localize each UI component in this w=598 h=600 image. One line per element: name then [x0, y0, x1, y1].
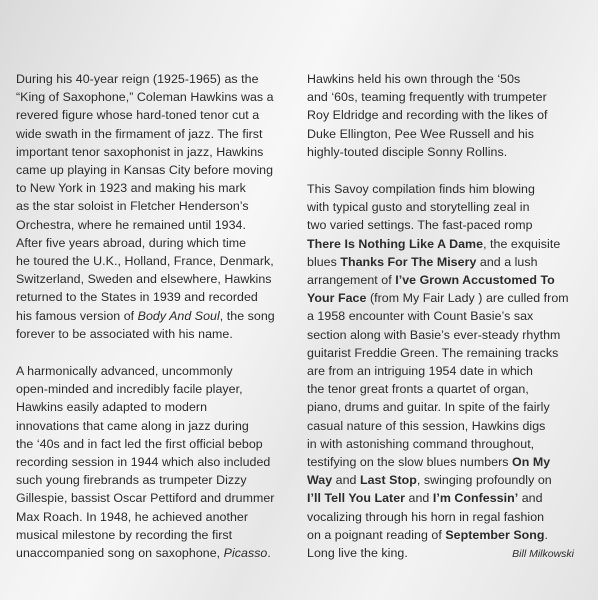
- text-line: [16, 398, 292, 416]
- text-line: [16, 252, 292, 270]
- text-line: [307, 143, 583, 161]
- text-run: and ‘60s, teaming frequently with trumpeter: [307, 90, 547, 105]
- text-run: and: [405, 491, 433, 506]
- author-signature: Bill Milkowski: [512, 548, 574, 560]
- text-line: [16, 471, 292, 489]
- text-line: [307, 106, 583, 124]
- text-run: and: [518, 491, 543, 506]
- text-run: a 1958 encounter with Count Basie’s sax: [307, 309, 534, 324]
- text-run: musical milestone by recording the first: [16, 527, 233, 542]
- text-run: in with astonishing command throughout,: [307, 436, 535, 451]
- song-title: September Song: [445, 527, 545, 542]
- text-run: the tenor great fronts a quartet of organ,: [307, 382, 529, 397]
- text-line: [16, 88, 292, 106]
- text-line: [16, 143, 292, 161]
- text-run: This Savoy compilation finds him blowing: [307, 182, 535, 197]
- text-run: Orchestra, where he remained until 1934.: [16, 217, 246, 232]
- paragraph: [16, 70, 292, 343]
- text-line: [16, 380, 292, 398]
- text-line: [307, 417, 583, 435]
- text-run: section along with Basie’s ever-steady rhythm: [307, 327, 561, 342]
- text-line: [16, 508, 292, 526]
- text-line: [16, 307, 292, 325]
- text-line: [16, 453, 292, 471]
- text-line: [307, 344, 583, 362]
- text-run: such young firebrands as trumpeter Dizzy: [16, 473, 247, 488]
- text-line: [16, 161, 292, 179]
- song-title: I’ll Tell You Later: [307, 491, 406, 506]
- text-line: [307, 289, 583, 307]
- song-title: On My: [512, 455, 551, 470]
- text-line: [16, 417, 292, 435]
- text-line: [307, 398, 583, 416]
- text-line: [16, 197, 292, 215]
- text-line: [307, 180, 583, 198]
- song-title: I’m Confessin’: [432, 491, 519, 506]
- text-run: forever to be associated with his name.: [16, 326, 233, 341]
- text-run: testifying on the slow blues numbers: [307, 455, 513, 470]
- text-line: [307, 271, 583, 289]
- text-run: came up playing in Kansas City before moving: [16, 163, 274, 178]
- text-run: arrangement of: [307, 273, 396, 288]
- text-run: to New York in 1923 and making his mark: [16, 181, 246, 196]
- text-line: [307, 198, 583, 216]
- text-run: returned to the States in 1939 and recorded: [16, 290, 258, 305]
- text-run: on a poignant reading of: [307, 527, 446, 542]
- text-run: important tenor saxophonist in jazz, Hawkins: [16, 144, 264, 159]
- text-run: During his 40-year reign (1925-1965) as the: [16, 72, 259, 86]
- text-run: Max Roach. In 1948, he achieved another: [16, 509, 249, 524]
- text-line: [307, 508, 583, 526]
- text-run: (from My Fair Lady ) are culled from: [366, 291, 569, 306]
- text-run: innovations that came along in jazz during: [16, 418, 249, 433]
- text-run: highly-touted disciple Sonny Rollins.: [307, 144, 508, 159]
- text-line: [16, 325, 292, 343]
- text-run: “King of Saxophone,” Coleman Hawkins was a: [16, 90, 274, 105]
- text-run: as the star soloist in Fletcher Henderson’s: [16, 199, 249, 214]
- text-run: guitarist Freddie Green. The remaining tracks: [307, 345, 559, 360]
- paragraph: [307, 70, 583, 161]
- text-run: Roy Eldridge and recording with the likes of: [307, 108, 548, 123]
- text-line: [16, 179, 292, 197]
- text-line: [307, 471, 583, 489]
- text-run: Hawkins held his own through the ‘50s: [307, 72, 521, 86]
- song-title: There Is Nothing Like A Dame: [307, 236, 484, 251]
- text-line: [16, 489, 292, 507]
- text-run: and: [332, 473, 360, 488]
- text-run: , the song: [219, 308, 275, 323]
- text-line: [16, 125, 292, 143]
- text-run: the ‘40s and in fact led the first official bebop: [16, 436, 263, 451]
- text-run: A harmonically advanced, uncommonly: [16, 364, 233, 379]
- text-run: blues: [307, 254, 341, 269]
- text-run: Duke Ellington, Pee Wee Russell and his: [307, 126, 534, 141]
- text-line: [307, 453, 583, 471]
- text-line: [307, 125, 583, 143]
- text-run: Gillespie, bassist Oscar Pettiford and drummer: [16, 491, 275, 506]
- text-line: [307, 489, 583, 507]
- song-title: Your Face: [307, 291, 367, 306]
- text-run: wide swath in the firmament of jazz. The first: [16, 126, 263, 141]
- text-run: .: [544, 527, 549, 542]
- paragraph: [16, 362, 292, 562]
- text-line: [16, 234, 292, 252]
- text-run: casual nature of this session, Hawkins digs: [307, 418, 546, 433]
- text-run: Long live the king.: [307, 546, 408, 561]
- text-line: [307, 380, 583, 398]
- text-run: and a lush: [476, 254, 538, 269]
- text-line: [307, 362, 583, 380]
- text-run: After five years abroad, during which time: [16, 235, 247, 250]
- text-line: [307, 326, 583, 344]
- text-run: , the exquisite: [483, 236, 561, 251]
- text-run: piano, drums and guitar. In spite of the fairly: [307, 400, 550, 415]
- text-line: [16, 70, 292, 88]
- italic-title: Picasso: [223, 546, 268, 561]
- text-line: [16, 435, 292, 453]
- song-title: Last Stop: [359, 473, 417, 488]
- text-line: [307, 526, 583, 544]
- text-run: are from an intriguing 1954 date in which: [307, 364, 533, 379]
- text-run: .: [267, 546, 271, 561]
- song-title: Way: [307, 473, 333, 488]
- left-column: [16, 70, 292, 581]
- song-title: I’ve Grown Accustomed To: [395, 273, 555, 288]
- text-line: [16, 544, 292, 562]
- right-column: [307, 70, 583, 581]
- text-run: , swinging profoundly on: [416, 473, 552, 488]
- text-line: [16, 526, 292, 544]
- text-run: open-minded and incredibly facile player,: [16, 382, 243, 397]
- text-line: [307, 253, 583, 271]
- italic-title: Body And Soul: [137, 308, 220, 323]
- text-line: [307, 216, 583, 234]
- text-run: with typical gusto and storytelling zeal in: [307, 200, 530, 215]
- text-line: [307, 88, 583, 106]
- song-title: Thanks For The Misery: [340, 254, 477, 269]
- paragraph: [307, 180, 583, 562]
- text-run: Switzerland, Sweden and elsewhere, Hawkins: [16, 272, 272, 287]
- text-line: [16, 270, 292, 288]
- text-run: he toured the U.K., Holland, France, Denmark,: [16, 254, 274, 269]
- text-run: two varied settings. The fast-paced romp: [307, 218, 533, 233]
- text-run: Hawkins easily adapted to modern: [16, 400, 208, 415]
- text-run: unaccompanied song on saxophone,: [16, 546, 224, 561]
- text-line: [16, 106, 292, 124]
- text-run: revered figure whose hard-toned tenor cut a: [16, 108, 260, 123]
- text-line: [307, 435, 583, 453]
- text-run: his famous version of: [16, 308, 138, 323]
- text-line: [307, 70, 583, 88]
- text-line: [307, 235, 583, 253]
- text-run: recording session in 1944 which also included: [16, 455, 271, 470]
- text-line: [16, 216, 292, 234]
- text-line: [16, 362, 292, 380]
- text-line: [307, 307, 583, 325]
- text-line: [16, 288, 292, 306]
- text-run: vocalizing through his horn in regal fashion: [307, 509, 545, 524]
